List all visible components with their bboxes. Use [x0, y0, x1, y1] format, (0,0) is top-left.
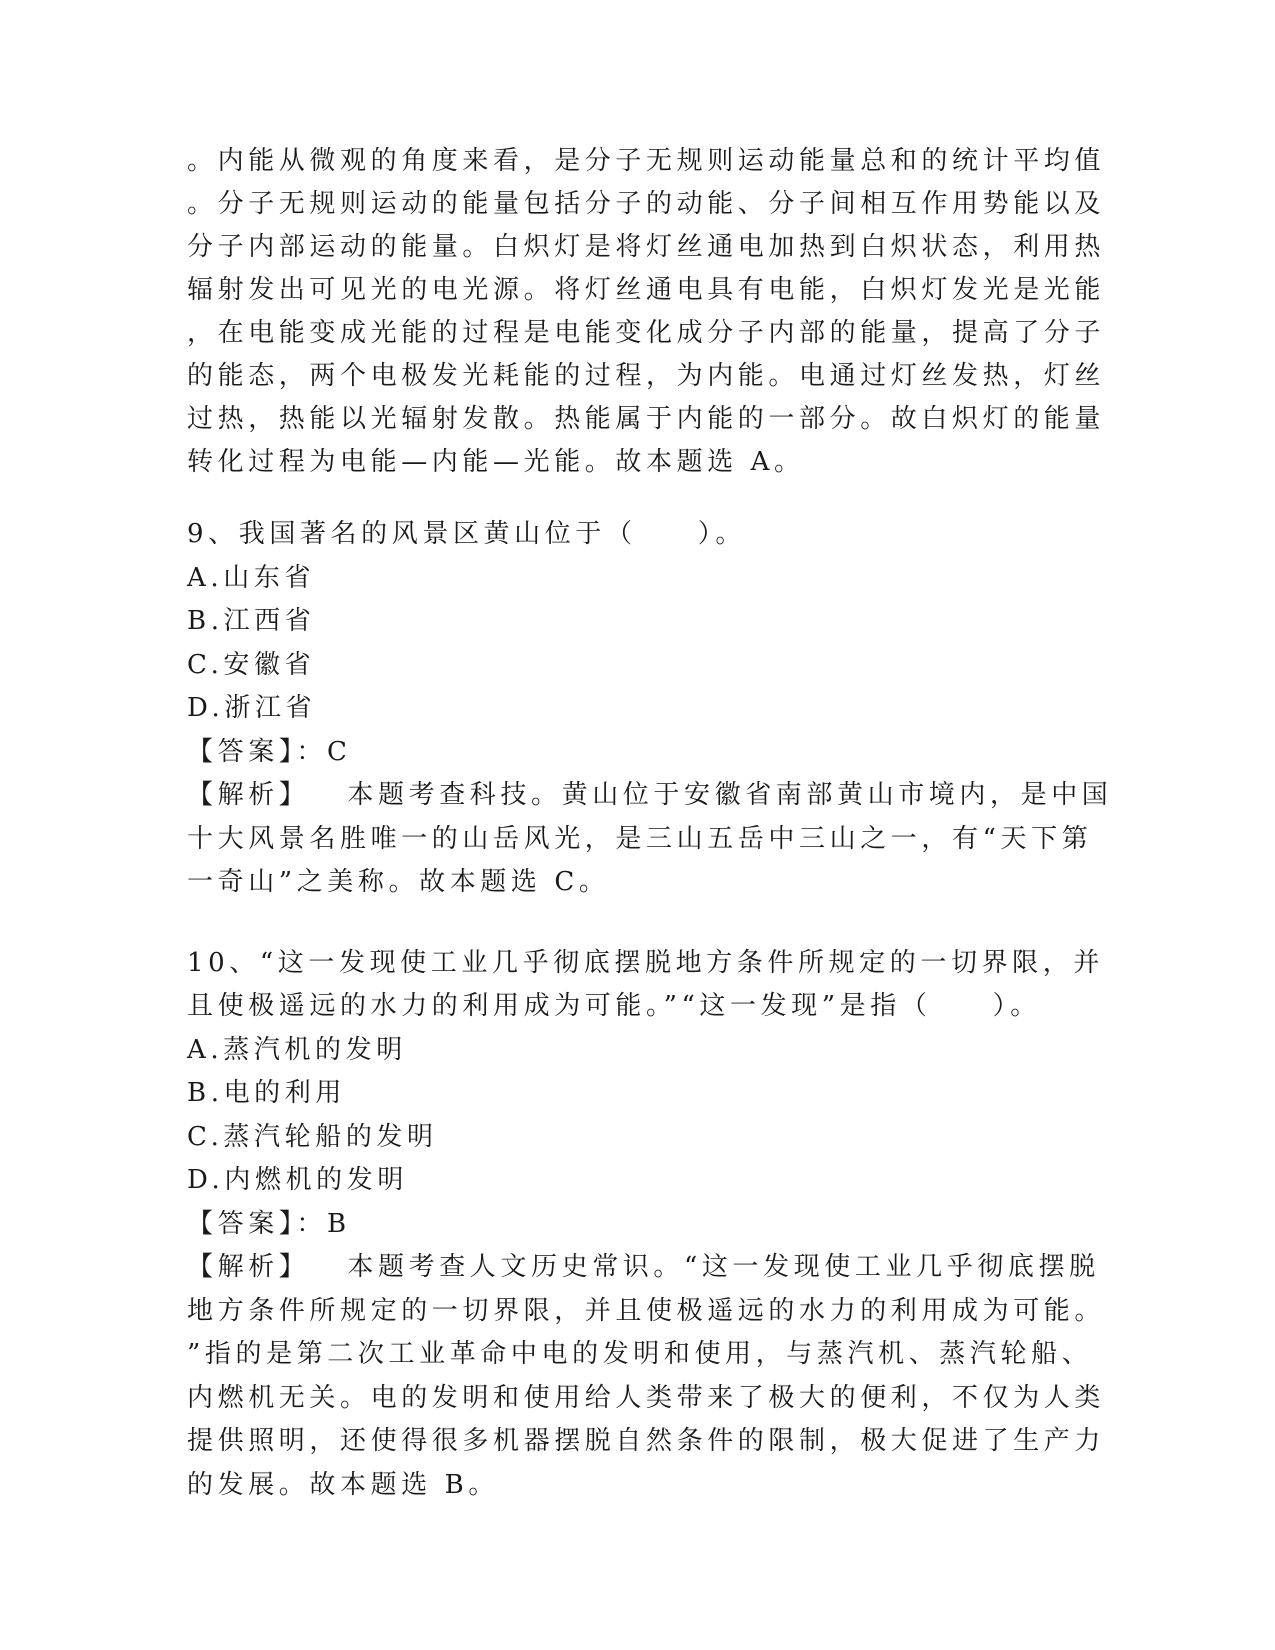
question-stem: 且使极遥远的水力的利用成为可能。”“这一发现”是指（ ）。 — [187, 991, 1041, 1021]
question-stem: 9、我国著名的风景区黄山位于（ ）。 — [187, 519, 746, 549]
option-a: A.蒸汽机的发明 — [187, 1034, 407, 1065]
paragraph-line: 的能态，两个电极发光耗能的过程，为内能。电通过灯丝发热，灯丝 — [187, 361, 1106, 391]
paragraph-line: 转化过程为电能—内能—光能。故本题选 A。 — [187, 447, 805, 477]
analysis-line: 内燃机无关。电的发明和使用给人类带来了极大的便利，不仅为人类 — [187, 1382, 1106, 1413]
paragraph-line: 。分子无规则运动的能量包括分子的动能、分子间相互作用势能以及 — [187, 189, 1106, 219]
option-b: B.电的利用 — [187, 1078, 346, 1108]
answer-line — [187, 731, 1087, 775]
analysis-line: ”指的是第二次工业革命中电的发明和使用，与蒸汽机、蒸汽轮船、 — [187, 1339, 1093, 1369]
document-page — [187, 140, 1113, 1507]
paragraph-line: 分子内部运动的能量。白炽灯是将灯丝通电加热到白炽状态，利用热 — [187, 232, 1106, 262]
analysis-line: 的发展。故本题选 B。 — [187, 1469, 499, 1500]
option-c: C.安徽省 — [187, 649, 316, 680]
analysis-label: 【解析】 — [187, 1252, 310, 1282]
option-d: D.内燃机的发明 — [187, 1165, 408, 1195]
analysis-text: 本题考查人文历史常识。“这一发现使工业几乎彻底摆脱 — [347, 1252, 1100, 1282]
paragraph-line: 。内能从微观的角度来看，是分子无规则运动能量总和的统计平均值 — [187, 146, 1106, 176]
analysis-line: 地方条件所规定的一切界限，并且使极遥远的水力的利用成为可能。 — [187, 1295, 1106, 1326]
option-a: A.山东省 — [187, 562, 316, 593]
analysis-line: 一奇山”之美称。故本题选 C。 — [187, 867, 610, 897]
paragraph-line: 过热，热能以光辐射发散。热能属于内能的一部分。故白炽灯的能量 — [187, 404, 1106, 434]
analysis-line: 十大风景名胜唯一的山岳风光，是三山五岳中三山之一，有“天下第 — [187, 823, 1093, 854]
question-9 — [187, 513, 1113, 905]
answer-value: B — [327, 1208, 351, 1239]
analysis-line: 提供照明，还使得很多机器摆脱自然条件的限制，极大促进了生产力 — [187, 1426, 1106, 1456]
paragraph-line: 辐射发出可见光的电光源。将灯丝通电具有电能，白炽灯发光是光能 — [187, 275, 1106, 305]
answer-label: 【答案】： — [187, 736, 328, 767]
intro-paragraph — [187, 140, 1106, 484]
spacer — [187, 484, 1087, 513]
analysis-label: 【解析】 — [187, 780, 310, 810]
answer-label: 【答案】： — [187, 1208, 328, 1239]
question-stem: 10、“这一发现使工业几乎彻底摆脱地方条件所规定的一切界限，并 — [187, 947, 1104, 978]
paragraph-line: ，在电能变成光能的过程是电能变化成分子内部的能量，提高了分子 — [187, 318, 1106, 348]
analysis-line — [187, 1246, 1100, 1290]
analysis-text: 本题考查科技。黄山位于安徽省南部黄山市境内，是中国 — [347, 780, 1113, 810]
option-d: D.浙江省 — [187, 693, 317, 723]
question-10 — [187, 942, 1106, 1508]
answer-value: C — [327, 736, 352, 767]
option-c: C.蒸汽轮船的发明 — [187, 1121, 438, 1152]
analysis-line — [187, 774, 1113, 818]
answer-line — [187, 1203, 1087, 1247]
spacer — [187, 905, 1087, 942]
option-b: B.江西省 — [187, 606, 316, 636]
